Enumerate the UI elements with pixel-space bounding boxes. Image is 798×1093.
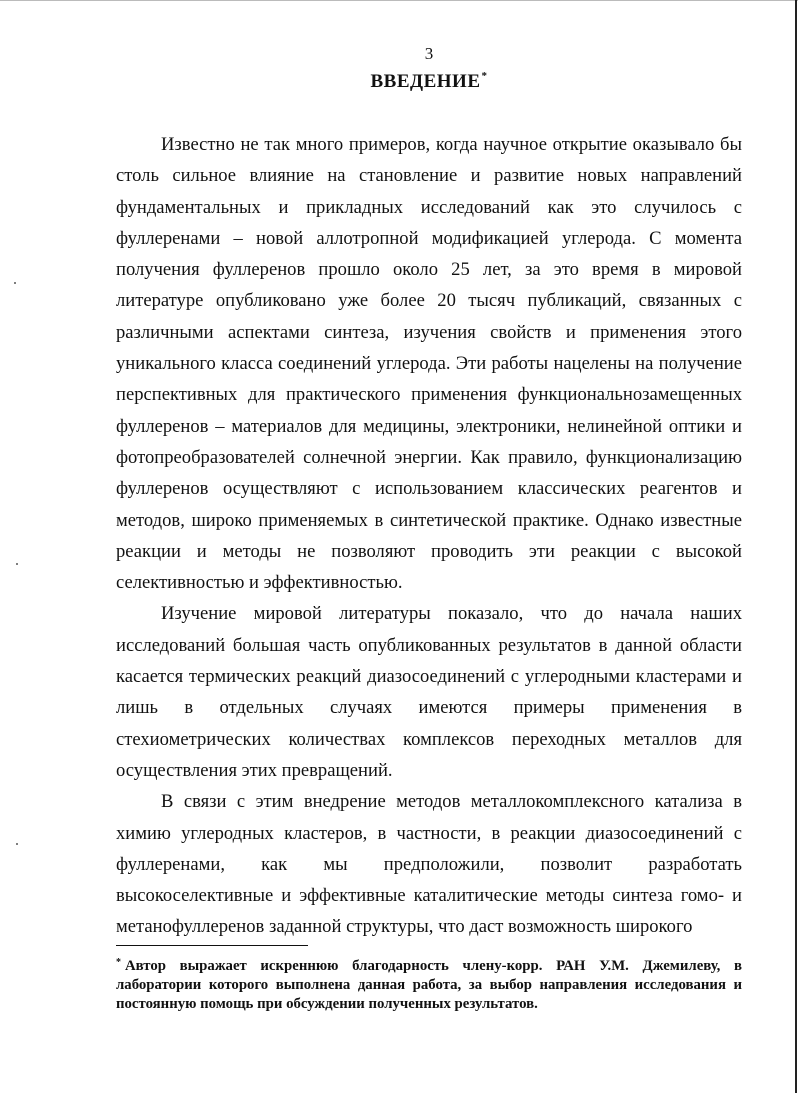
scan-speck (14, 282, 16, 284)
scan-speck (16, 843, 18, 845)
footnote (116, 953, 742, 1014)
page-title (0, 70, 798, 93)
page-right-edge (795, 0, 797, 1093)
title-footnote-marker: * (481, 70, 488, 82)
paragraph: В связи с этим внедрение методов металлокомплексного катализа в химию углеродных кластеров, в частности, в реакции диазосоединений с фуллеренами, как мы предположили, позволит разработать высокоселективные и эффективные каталитические методы синтеза гомо- и метанофуллеренов заданной структуры, что даст возможность широкого (116, 791, 742, 938)
paragraph: Изучение мировой литературы показало, что до начала наших исследований большая часть опубликованных результатов в данной области касается термических реакций диазосоединений с углеродными кластерами и лишь в отдельных случаях имеются примеры применения в стехиометрических количествах комплексов переходных металлов для осуществления этих превращений. (116, 603, 742, 781)
page-top-edge (0, 0, 798, 1)
page-number: 3 (424, 44, 434, 63)
scan-speck (16, 563, 18, 565)
footnote-text: Автор выражает искреннюю благодарность члену-корр. РАН У.М. Джемилеву, в лаборатории которого выполнена данная работа, за выбор направления исследования и постоянную помощь при обсуждении полученных результатов. (116, 958, 742, 1012)
paragraph: Известно не так много примеров, когда научное открытие оказывало бы столь сильное влияние на становление и развитие новых направлений фундаментальных и прикладных исследований как это случилось с фуллеренами – новой аллотропной модификацией углерода. С момента получения фуллеренов прошло около 25 лет, за это время в мировой литературе опубликовано уже более 20 тысяч публикаций, связанных с различными аспектами синтеза, изучения свойств и применения этого уникального класса соединений углерода. Эти работы нацелены на получение перспективных для практического применения функциональнозамещенных фуллеренов – материалов для медицины, электроники, нелинейной оптики и фотопреобразователей солнечной энергии. Как правило, функционализацию фуллеренов осуществляют с использованием классических реагентов и методов, широко применяемых в синтетической практике. Однако известные реакции и методы не позволяют проводить эти реакции с высокой селективностью и эффективностью. (116, 134, 742, 594)
footnote-marker: * (116, 957, 121, 968)
footnote-divider (116, 945, 308, 946)
page-title-text: ВВЕДЕНИЕ (370, 71, 481, 92)
body-text (116, 129, 742, 943)
